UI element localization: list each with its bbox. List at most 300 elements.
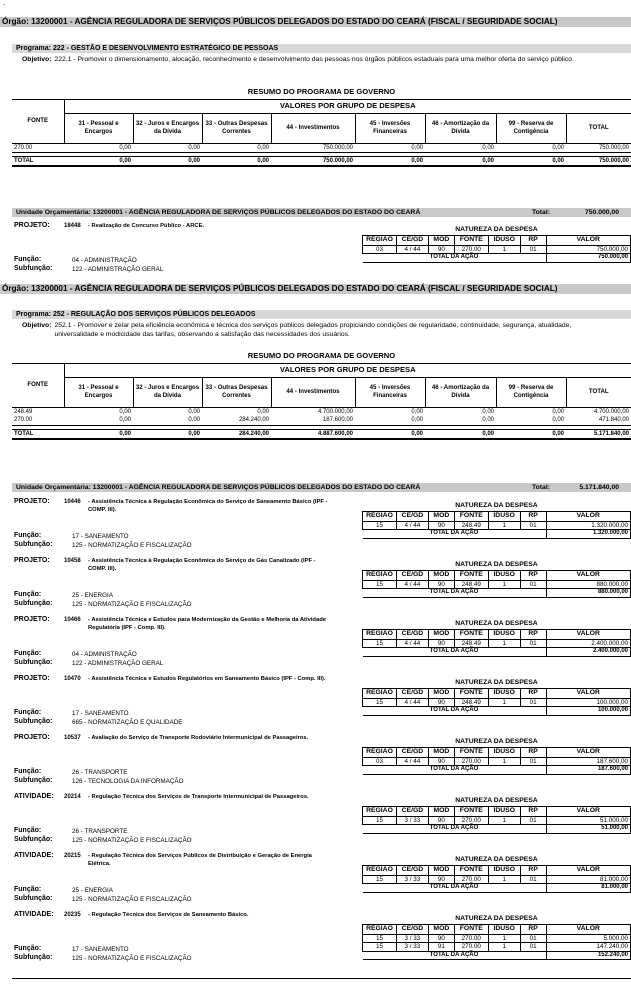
col-header: TOTAL: [566, 377, 631, 407]
acao-item: [12, 790, 631, 848]
natureza-cell: 01: [520, 580, 546, 589]
funcao-value: 04 - ADMINISTRAÇÃO: [72, 651, 137, 658]
col-header: 46 - Amortização da Dívida: [425, 377, 496, 407]
table-cell: 0,00: [257, 144, 269, 151]
natureza-col-header: CE/GD: [396, 865, 428, 875]
natureza-col-header: MOD: [428, 688, 454, 698]
natureza-col-header: VALOR: [546, 688, 630, 698]
col-header: 33 - Outras Despesas Correntes: [202, 377, 271, 407]
funcao-label: Função:: [14, 256, 42, 263]
natureza-cell: 1: [488, 521, 520, 530]
natureza-cell: 4 / 44: [396, 639, 428, 648]
resumo-title: RESUMO DO PROGRAMA DE GOVERNO: [247, 351, 396, 361]
acao-item: [12, 908, 631, 966]
total-cell: 750.000,00: [566, 156, 631, 166]
natureza-col-header: MOD: [428, 747, 454, 757]
natureza-col-header: IDUSO: [488, 629, 520, 639]
natureza-cell: 15: [363, 875, 397, 884]
table-cell: 0,00: [257, 408, 269, 415]
natureza-title: NATUREZA DA DESPESA: [455, 914, 538, 922]
funcao-value: 26 - TRANSPORTE: [72, 828, 128, 835]
natureza-cell: 90: [428, 245, 454, 254]
natureza-cell: 4 / 44: [396, 245, 428, 254]
total-acao-label: TOTAL DA AÇÃO: [363, 254, 547, 263]
natureza-cell: 1: [488, 816, 520, 825]
uo-label: Unidade Orçamentária: 13200001 - AGÊNCIA REGULADORA DE SERVIÇOS PÚBLICOS DELEGADOS DO ESTADO DO CEARÁ: [16, 209, 421, 216]
natureza-cell: 1: [488, 639, 520, 648]
natureza-cell: 248.49: [454, 580, 488, 589]
natureza-cell: 1: [488, 757, 520, 766]
natureza-cell: 880.000,00: [546, 580, 630, 589]
total-acao-label: TOTAL DA AÇÃO: [363, 707, 547, 716]
total-acao-value: 2.400.000,00: [546, 648, 631, 657]
total-acao-label: TOTAL DA AÇÃO: [363, 766, 547, 775]
total-cell: 0,00: [355, 156, 425, 166]
natureza-title: NATUREZA DA DESPESA: [455, 619, 538, 627]
natureza-row: [363, 580, 631, 589]
objetivo-text: 252.1 - Promover e zelar pela eficiência econômica e técnica dos serviços públicos delegados propiciando condições de regularidade, continuidade, segurança, atualidade, universalidade e modicidade das tarifas, observando a satisfação das necessidades dos usuários.: [54, 322, 572, 338]
natureza-table: [362, 224, 631, 263]
table-cell: 0,00: [411, 417, 423, 424]
valores-header: VALORES POR GRUPO DE DESPESA: [64, 363, 631, 377]
acao-item: [12, 613, 631, 671]
natureza-col-header: FONTE: [454, 570, 488, 580]
natureza-col-header: VALOR: [546, 806, 630, 816]
funcao-label: Função:: [14, 886, 42, 893]
natureza-cell: 3 / 33: [396, 934, 428, 943]
natureza-row: [363, 521, 631, 530]
acao-kind: PROJETO:: [14, 222, 50, 229]
subfuncao-value: 125 - NORMATIZAÇÃO E FISCALIZAÇÃO: [72, 542, 192, 549]
natureza-cell: 90: [428, 875, 454, 884]
natureza-cell: 248.49: [454, 639, 488, 648]
natureza-cell: 1: [488, 245, 520, 254]
natureza-cell: 4 / 44: [396, 698, 428, 707]
acao-kind: PROJETO:: [14, 557, 50, 564]
acao-description: - Avaliação do Serviço de Transporte Rodoviário Intermunicipal de Passageiros.: [88, 735, 309, 741]
natureza-cell: 270.00: [454, 816, 488, 825]
natureza-table: [362, 618, 631, 657]
objetivo-2: [22, 322, 622, 339]
acao-item: [12, 849, 631, 907]
natureza-cell: 2.400.000,00: [546, 639, 631, 648]
acao-code: 20214: [64, 794, 81, 800]
subfuncao-value: 125 - NORMATIZAÇÃO E FISCALIZAÇÃO: [72, 955, 192, 962]
natureza-row: [363, 943, 631, 952]
acao-item: [12, 495, 631, 553]
natureza-cell: 1: [488, 934, 520, 943]
subfuncao-value: 126 - TECNOLOGIA DA INFORMAÇÃO: [72, 778, 184, 785]
programa-header-2: Programa: 252 - REGULAÇÃO DOS SERVIÇOS PÚBLICOS DELEGADOS: [12, 310, 631, 319]
subfuncao-value: 125 - NORMATIZAÇÃO E FISCALIZAÇÃO: [72, 896, 192, 903]
acao-code: 20235: [64, 912, 81, 918]
natureza-cell: 750.000,00: [546, 245, 630, 254]
funcao-label: Função:: [14, 709, 42, 716]
col-header: 45 - Inversões Financeiras: [355, 113, 425, 143]
natureza-cell: 3 / 33: [396, 943, 428, 952]
natureza-row: [363, 875, 631, 884]
natureza-col-header: RP: [520, 629, 546, 639]
col-header: 44 - Investimentos: [271, 113, 355, 143]
page-mark: -: [3, 0, 6, 9]
col-header: 46 - Amortização da Dívida: [425, 113, 496, 143]
total-acao-value: 880.000,00: [546, 589, 630, 598]
natureza-col-header: REGIÃO: [363, 806, 397, 816]
natureza-col-header: IDUSO: [488, 235, 520, 245]
natureza-col-header: CE/GD: [396, 570, 428, 580]
table-cell: 0,00: [188, 144, 200, 151]
natureza-col-header: FONTE: [454, 235, 488, 245]
orgao-header-2: Órgão: 13200001 - AGÊNCIA REGULADORA DE SERVIÇOS PÚBLICOS DELEGADOS DO ESTADO DO CEARÁ (FISCAL / SEGURIDADE SOCIAL): [0, 284, 631, 294]
footer-line: [12, 978, 631, 979]
table-cell: 0,00: [552, 417, 564, 424]
natureza-cell: 4 / 44: [396, 580, 428, 589]
funcao-label: Função:: [14, 532, 42, 539]
table-cell: 0,00: [411, 408, 423, 415]
table-row: [12, 416, 631, 425]
col-header: 44 - Investimentos: [271, 377, 355, 407]
total-cell: 0,00: [496, 156, 566, 166]
acao-kind: ATIVIDADE:: [14, 911, 54, 918]
natureza-col-header: RP: [520, 570, 546, 580]
natureza-cell: 1: [488, 943, 520, 952]
total-cell: 284.240,00: [202, 429, 271, 439]
objetivo-text: 222.1 - Promover o dimensionamento, alocação, reconhecimento e desenvolvimento das pessoas nos órgãos públicos estaduais para uma melhor oferta do serviço público.: [54, 56, 574, 63]
natureza-col-header: RP: [520, 747, 546, 757]
natureza-title: NATUREZA DA DESPESA: [455, 501, 538, 509]
acao-description: - Regulação Técnica dos Serviços Públicos de Distribuição e Geração de Energia Elétrica.: [88, 853, 312, 867]
natureza-cell: 01: [520, 875, 546, 884]
natureza-cell: 1: [488, 580, 520, 589]
natureza-cell: 187.600,00: [546, 757, 630, 766]
natureza-title: NATUREZA DA DESPESA: [455, 737, 538, 745]
acao-item: [12, 672, 631, 730]
table-cell: 0,00: [119, 408, 131, 415]
natureza-cell: 03: [363, 757, 397, 766]
col-header: 99 - Reserva de Contigência: [496, 113, 566, 143]
natureza-col-header: VALOR: [546, 235, 630, 245]
col-header: 33 - Outras Despesas Correntes: [202, 113, 271, 143]
total-cell: 0,00: [64, 156, 133, 166]
fonte-header: FONTE: [12, 363, 64, 407]
total-acao-value: 1.320.000,00: [546, 530, 631, 539]
total-acao-label: TOTAL DA AÇÃO: [363, 884, 547, 893]
funcao-label: Função:: [14, 945, 42, 952]
natureza-col-header: FONTE: [454, 924, 488, 934]
natureza-col-header: RP: [520, 806, 546, 816]
col-header: 45 - Inversões Financeiras: [355, 377, 425, 407]
natureza-cell: 3 / 33: [396, 816, 428, 825]
natureza-cell: 03: [363, 245, 397, 254]
acao-kind: PROJETO:: [14, 616, 50, 623]
acao-code: 20215: [64, 853, 81, 859]
acao-kind: ATIVIDADE:: [14, 852, 54, 859]
acao-item: [12, 554, 631, 612]
acao-kind: PROJETO:: [14, 675, 50, 682]
uo-total-label: Total:: [532, 484, 550, 491]
table-cell: 284.240,00: [238, 417, 269, 424]
natureza-col-header: IDUSO: [488, 865, 520, 875]
subfuncao-label: Subfunção:: [14, 659, 53, 666]
natureza-col-header: CE/GD: [396, 806, 428, 816]
natureza-table: [362, 500, 631, 539]
natureza-cell: 248.49: [454, 698, 488, 707]
table-cell: 0,00: [552, 144, 564, 151]
natureza-title: NATUREZA DA DESPESA: [455, 678, 538, 686]
subfuncao-value: 665 - NORMATIZAÇÃO E QUALIDADE: [72, 719, 183, 726]
acao-kind: PROJETO:: [14, 734, 50, 741]
natureza-table: [362, 559, 631, 598]
funcao-label: Função:: [14, 827, 42, 834]
objetivo-label: Objetivo:: [22, 56, 52, 63]
col-header: 99 - Reserva de Contigência: [496, 377, 566, 407]
col-header: 32 - Juros e Encargos da Dívida: [133, 377, 202, 407]
natureza-col-header: VALOR: [546, 629, 631, 639]
total-acao-value: 750.000,00: [546, 254, 630, 263]
orgao-header: Órgão: 13200001 - AGÊNCIA REGULADORA DE SERVIÇOS PÚBLICOS DELEGADOS DO ESTADO DO CEARÁ (FISCAL / SEGURIDADE SOCIAL): [0, 17, 631, 27]
subfuncao-label: Subfunção:: [14, 954, 53, 961]
table-cell: 0,00: [411, 144, 423, 151]
natureza-col-header: MOD: [428, 235, 454, 245]
natureza-col-header: IDUSO: [488, 924, 520, 934]
table-cell: 270.00: [14, 144, 33, 151]
natureza-col-header: VALOR: [546, 924, 630, 934]
natureza-col-header: REGIÃO: [363, 511, 397, 521]
table-cell: 750.000,00: [322, 144, 353, 151]
natureza-cell: 270.00: [454, 875, 488, 884]
natureza-col-header: REGIÃO: [363, 747, 397, 757]
uo-total-value: 5.171.840,00: [579, 484, 619, 491]
natureza-cell: 15: [363, 521, 397, 530]
objetivo-label: Objetivo:: [22, 322, 52, 329]
total-cell: 750.000,00: [271, 156, 355, 166]
acao-code: 10458: [64, 558, 81, 564]
total-acao-value: 81.000,00: [546, 884, 630, 893]
uo-label: Unidade Orçamentária: 13200001 - AGÊNCIA REGULADORA DE SERVIÇOS PÚBLICOS DELEGADOS DO ESTADO DO CEARÁ: [16, 484, 421, 491]
subfuncao-value: 122 - ADMINISTRAÇÃO GERAL: [72, 660, 164, 667]
uo-total-value: 750.000,00: [584, 209, 619, 216]
natureza-cell: 1.320.000,00: [546, 521, 631, 530]
natureza-col-header: MOD: [428, 570, 454, 580]
acao-code: 18448: [64, 223, 81, 229]
funcao-value: 04 - ADMINISTRAÇÃO: [72, 257, 137, 264]
natureza-cell: 15: [363, 934, 397, 943]
natureza-col-header: CE/GD: [396, 235, 428, 245]
acao-description: - Assistência Técnica à Regulação Econômica do Serviço de Gás Canalizado (IPF - COMP. III).: [88, 558, 316, 572]
total-cell: 0,00: [133, 429, 202, 439]
total-cell: 4.887.600,00: [271, 429, 355, 439]
table-cell: 0,00: [482, 144, 494, 151]
natureza-col-header: VALOR: [546, 865, 630, 875]
natureza-row: [363, 757, 631, 766]
valores-header: VALORES POR GRUPO DE DESPESA: [64, 99, 631, 113]
natureza-col-header: MOD: [428, 806, 454, 816]
natureza-title: NATUREZA DA DESPESA: [455, 560, 538, 568]
acao-description: - Assistência Técnica e Estudos para Modernização da Gestão e Melhoria da Atividade Regulatória (IPF - Comp. III).: [88, 617, 326, 631]
col-header: 31 - Pessoal e Encargos: [64, 113, 133, 143]
acao-item: [12, 219, 631, 277]
total-cell: TOTAL: [12, 429, 64, 439]
acao-item: [12, 731, 631, 789]
total-cell: 0,00: [496, 429, 566, 439]
unidade-orcamentaria: [12, 208, 631, 217]
natureza-cell: 15: [363, 580, 397, 589]
acao-code: 10466: [64, 617, 81, 623]
total-cell: 5.171.840,00: [566, 429, 631, 439]
natureza-col-header: IDUSO: [488, 806, 520, 816]
total-acao-label: TOTAL DA AÇÃO: [363, 648, 547, 657]
total-cell: TOTAL: [12, 156, 64, 166]
funcao-value: 26 - TRANSPORTE: [72, 769, 128, 776]
natureza-col-header: RP: [520, 511, 546, 521]
natureza-cell: 248.49: [454, 521, 488, 530]
natureza-col-header: FONTE: [454, 688, 488, 698]
table-cell: 4.700.000,00: [317, 408, 353, 415]
total-acao-label: TOTAL DA AÇÃO: [363, 825, 547, 834]
total-cell: 0,00: [202, 156, 271, 166]
natureza-col-header: IDUSO: [488, 570, 520, 580]
natureza-table: [362, 913, 631, 960]
natureza-cell: 90: [428, 757, 454, 766]
natureza-cell: 1: [488, 875, 520, 884]
total-cell: 0,00: [425, 429, 496, 439]
subfuncao-value: 125 - NORMATIZAÇÃO E FISCALIZAÇÃO: [72, 837, 192, 844]
natureza-row: [363, 245, 631, 254]
table-row: [12, 407, 631, 416]
natureza-col-header: CE/GD: [396, 747, 428, 757]
funcao-value: 17 - SANEAMENTO: [72, 710, 129, 717]
total-cell: 0,00: [425, 156, 496, 166]
subfuncao-label: Subfunção:: [14, 895, 53, 902]
natureza-cell: 01: [520, 934, 546, 943]
natureza-col-header: FONTE: [454, 629, 488, 639]
col-header: TOTAL: [566, 113, 631, 143]
total-acao-value: 152.240,00: [546, 951, 630, 960]
funcao-value: 17 - SANEAMENTO: [72, 946, 129, 953]
natureza-cell: 90: [428, 580, 454, 589]
programa-header: Programa: 222 - GESTÃO E DESENVOLVIMENTO ESTRATÉGICO DE PESSOAS: [12, 44, 631, 53]
table-cell: 0,00: [188, 408, 200, 415]
natureza-cell: 90: [428, 934, 454, 943]
table-cell: 248.49: [14, 408, 33, 415]
natureza-row: [363, 639, 631, 648]
fonte-header: FONTE: [12, 99, 64, 143]
table-cell: 750.000,00: [598, 144, 629, 151]
natureza-col-header: MOD: [428, 629, 454, 639]
natureza-col-header: REGIÃO: [363, 235, 397, 245]
col-header: 31 - Pessoal e Encargos: [64, 377, 133, 407]
uo-total-label: Total:: [532, 209, 550, 216]
natureza-col-header: RP: [520, 235, 546, 245]
natureza-col-header: REGIÃO: [363, 688, 397, 698]
natureza-cell: 270.00: [454, 757, 488, 766]
natureza-col-header: VALOR: [546, 511, 631, 521]
natureza-cell: 15: [363, 816, 397, 825]
natureza-cell: 90: [428, 698, 454, 707]
table-cell: 471.840,00: [598, 417, 629, 424]
natureza-cell: 01: [520, 757, 546, 766]
natureza-cell: 90: [428, 816, 454, 825]
funcao-value: 25 - ENERGIA: [72, 592, 113, 599]
natureza-table: [362, 795, 631, 834]
total-acao-value: 187.600,00: [546, 766, 630, 775]
natureza-col-header: RP: [520, 688, 546, 698]
acao-code: 10537: [64, 735, 81, 741]
natureza-cell: 01: [520, 698, 546, 707]
acao-kind: ATIVIDADE:: [14, 793, 54, 800]
natureza-cell: 100.000,00: [546, 698, 630, 707]
table-cell: 0,00: [482, 408, 494, 415]
natureza-title: NATUREZA DA DESPESA: [455, 796, 538, 804]
natureza-cell: 51.000,00: [546, 816, 630, 825]
natureza-col-header: REGIÃO: [363, 865, 397, 875]
subfuncao-value: 125 - NORMATIZAÇÃO E FISCALIZAÇÃO: [72, 601, 192, 608]
natureza-cell: 01: [520, 816, 546, 825]
natureza-cell: 15: [363, 639, 397, 648]
natureza-cell: 270.00: [454, 934, 488, 943]
subfuncao-label: Subfunção:: [14, 718, 53, 725]
unidade-orcamentaria-2: [12, 483, 631, 492]
table-cell: 0,00: [119, 417, 131, 424]
natureza-col-header: CE/GD: [396, 688, 428, 698]
table-cell: 187.600,00: [322, 417, 353, 424]
table-row: [12, 143, 631, 152]
natureza-col-header: FONTE: [454, 747, 488, 757]
natureza-table: [362, 736, 631, 775]
table-cell: 0,00: [482, 417, 494, 424]
col-header: 32 - Juros e Encargos da Dívida: [133, 113, 202, 143]
natureza-cell: 15: [363, 698, 397, 707]
natureza-col-header: RP: [520, 865, 546, 875]
total-cell: 0,00: [64, 429, 133, 439]
natureza-col-header: REGIÃO: [363, 629, 397, 639]
natureza-row: [363, 934, 631, 943]
natureza-cell: 270.00: [454, 943, 488, 952]
natureza-col-header: FONTE: [454, 806, 488, 816]
natureza-col-header: MOD: [428, 924, 454, 934]
total-cell: 0,00: [133, 156, 202, 166]
natureza-cell: 4 / 44: [396, 757, 428, 766]
table-cell: 270.00: [14, 417, 33, 424]
funcao-label: Função:: [14, 768, 42, 775]
natureza-row: [363, 698, 631, 707]
natureza-col-header: VALOR: [546, 570, 630, 580]
natureza-cell: 01: [520, 521, 546, 530]
acao-code: 10470: [64, 676, 81, 682]
natureza-table: [362, 677, 631, 716]
natureza-cell: 1: [488, 698, 520, 707]
natureza-cell: 147.240,00: [546, 943, 630, 952]
natureza-title: NATUREZA DA DESPESA: [455, 855, 538, 863]
natureza-col-header: IDUSO: [488, 688, 520, 698]
objetivo: [22, 56, 622, 65]
resumo-table: [12, 86, 631, 167]
funcao-value: 17 - SANEAMENTO: [72, 533, 129, 540]
total-acao-value: 100.000,00: [546, 707, 630, 716]
natureza-cell: 01: [520, 639, 546, 648]
acao-description: - Regulação Técnica dos Serviços de Transporte Intermunicipal de Passageiros.: [88, 794, 309, 800]
natureza-cell: 01: [520, 245, 546, 254]
natureza-col-header: MOD: [428, 865, 454, 875]
total-row: [12, 429, 631, 439]
funcao-value: 25 - ENERGIA: [72, 887, 113, 894]
subfuncao-label: Subfunção:: [14, 541, 53, 548]
subfuncao-value: 122 - ADMINISTRAÇÃO GERAL: [72, 266, 164, 273]
natureza-table: [362, 854, 631, 893]
natureza-title: NATUREZA DA DESPESA: [455, 225, 538, 233]
natureza-cell: 270.00: [454, 245, 488, 254]
subfuncao-label: Subfunção:: [14, 600, 53, 607]
